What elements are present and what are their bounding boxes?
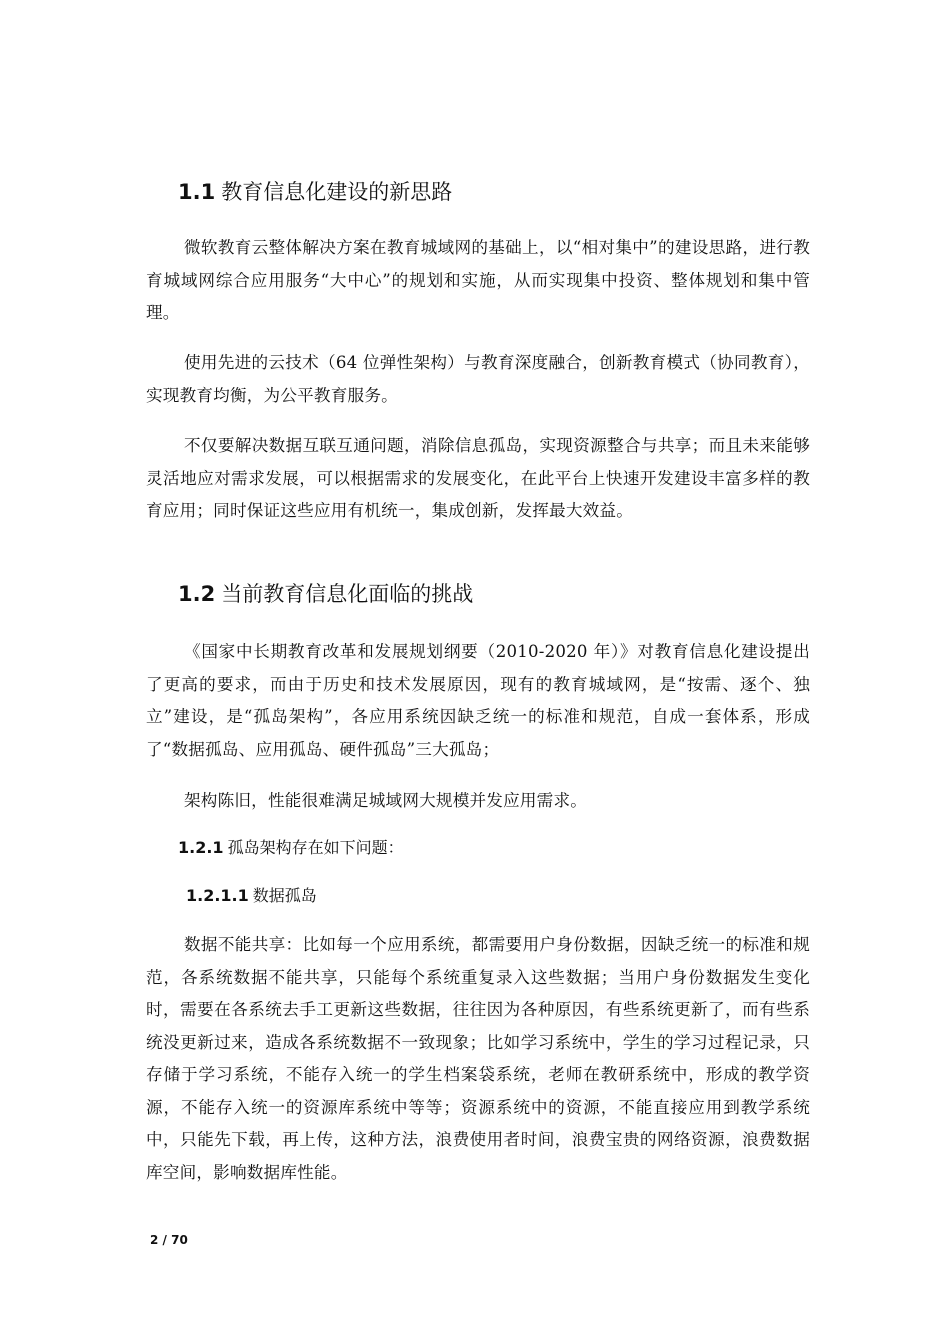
section-title: 当前教育信息化面临的挑战 <box>221 582 474 606</box>
section-heading-1-2 <box>178 580 473 608</box>
paragraph-4: 《国家中长期教育改革和发展规划纲要（2010-2020 年）》对教育信息化建设提出了更高的要求，而由于历史和技术发展原因，现有的教育城域网，是“按需、逐个、独立”建设，是“孤岛架构”，各应用系统因缺乏统一的标准和规范，自成一套体系，形成了“数据孤岛、应用孤岛、硬件孤岛”三大孤岛； <box>146 642 810 759</box>
subsection-number: 1.2.1 <box>178 838 224 857</box>
subsubsection-number: 1.2.1.1 <box>186 886 249 905</box>
section-title: 教育信息化建设的新思路 <box>221 180 453 204</box>
paragraph-6: 数据不能共享：比如每一个应用系统，都需要用户身份数据，因缺乏统一的标准和规范，各系统数据不能共享，只能每个系统重复录入这些数据；当用户身份数据发生变化时，需要在各系统去手工更新这些数据，往往因为各种原因，有些系统更新了，而有些系统没更新过来，造成各系统数据不一致现象；比如学习系统中，学生的学习过程记录，只存储于学习系统，不能存入统一的学生档案袋系统，老师在教研系统中，形成的教学资源，不能存入统一的资源库系统中等等；资源系统中的资源，不能直接应用到教学系统中，只能先下载，再上传，这种方法，浪费使用者时间，浪费宝贵的网络资源，浪费数据库空间，影响数据库性能。 <box>146 935 810 1182</box>
subsubsection-heading-1-2-1-1 <box>186 884 317 908</box>
page-number: 2 / 70 <box>150 1233 188 1247</box>
subsection-heading-1-2-1 <box>178 836 404 860</box>
section-number: 1.1 <box>178 180 216 204</box>
section-heading-1-1 <box>178 178 452 206</box>
paragraph-5: 架构陈旧，性能很难满足城域网大规模并发应用需求。 <box>184 791 588 810</box>
section-number: 1.2 <box>178 582 216 606</box>
subsection-title: 孤岛架构存在如下问题： <box>227 838 404 857</box>
paragraph-1: 微软教育云整体解决方案在教育城域网的基础上，以“相对集中”的建设思路，进行教育城域网综合应用服务“大中心”的规划和实施，从而实现集中投资、整体规划和集中管理。 <box>146 238 810 322</box>
subsubsection-title: 数据孤岛 <box>252 886 317 905</box>
paragraph-2: 使用先进的云技术（64 位弹性架构）与教育深度融合，创新教育模式（协同教育），实现教育均衡，为公平教育服务。 <box>146 353 810 405</box>
paragraph-3: 不仅要解决数据互联互通问题，消除信息孤岛，实现资源整合与共享；而且未来能够灵活地应对需求发展，可以根据需求的发展变化，在此平台上快速开发建设丰富多样的教育应用；同时保证这些应用有机统一，集成创新，发挥最大效益。 <box>146 436 810 520</box>
